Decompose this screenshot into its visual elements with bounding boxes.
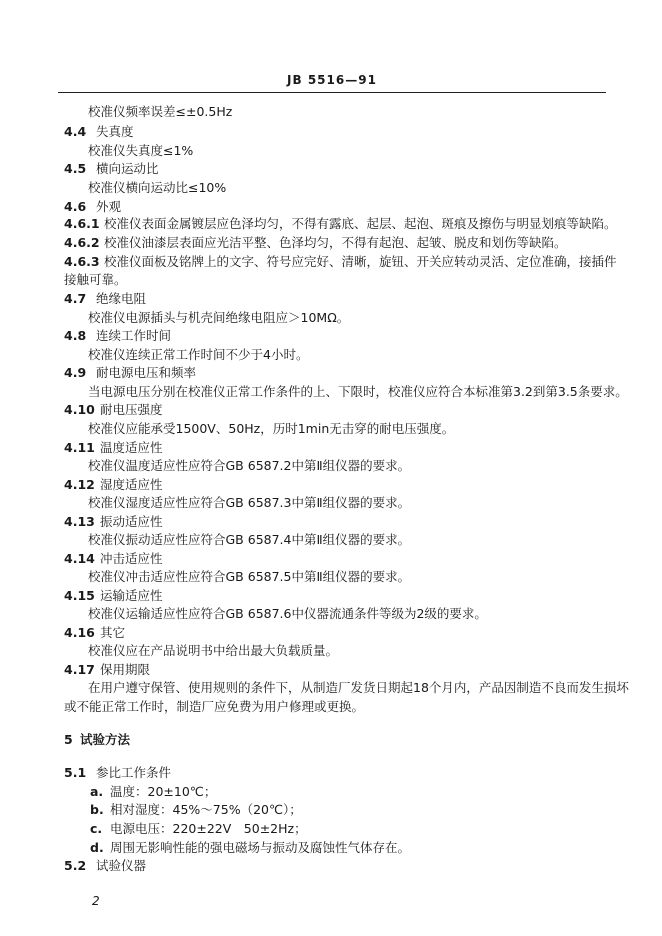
text-line <box>0 159 662 179</box>
text-line <box>0 838 662 858</box>
clause-text: 校准仪横向运动比≤10% <box>88 180 227 195</box>
clause-number: 4.7 <box>64 291 87 306</box>
text-line <box>0 512 662 532</box>
clause-text: 校准仪湿度适应性应符合GB 6587.3中第Ⅱ组仪器的要求。 <box>88 495 411 510</box>
text-line <box>0 382 662 402</box>
text-line <box>0 102 662 122</box>
clause-text: 校准仪振动适应性应符合GB 6587.4中第Ⅱ组仪器的要求。 <box>88 532 411 547</box>
clause-text: 校准仪面板及铭牌上的文字、符号应完好、清晰，旋钮、开关应转动灵活、定位准确，接插件 <box>104 254 617 269</box>
clause-text: 绝缘电阻 <box>96 291 147 306</box>
clause-number: 4.4 <box>64 124 87 139</box>
clause-number: c. <box>90 821 103 836</box>
text-line <box>0 623 662 643</box>
clause-number: b. <box>90 802 104 817</box>
text-line <box>0 800 662 820</box>
clause-text: 耐电压强度 <box>100 402 163 417</box>
clause-text: 冲击适应性 <box>100 551 163 566</box>
text-line <box>0 400 662 420</box>
text-line <box>0 252 662 272</box>
clause-number: 4.13 <box>64 514 95 529</box>
clause-number: 4.11 <box>64 440 95 455</box>
text-line <box>0 178 662 198</box>
clause-text: 耐电源电压和频率 <box>96 365 197 380</box>
clause-number: 4.6 <box>64 199 87 214</box>
text-line <box>0 270 662 290</box>
clause-text: 电源电压：220±22V 50±2Hz； <box>110 821 307 836</box>
text-line <box>0 419 662 439</box>
clause-text: 外观 <box>96 199 122 214</box>
clause-text: 校准仪运输适应性应符合GB 6587.6中仪器流通条件等级为2级的要求。 <box>88 606 487 621</box>
text-line <box>0 141 662 161</box>
text-line <box>0 567 662 587</box>
clause-number: 4.12 <box>64 477 95 492</box>
clause-number: d. <box>90 840 104 855</box>
text-line <box>0 214 662 234</box>
clause-text: 振动适应性 <box>100 514 163 529</box>
text-line <box>0 697 662 717</box>
clause-text: 校准仪表面金属镀层应色泽均匀，不得有露底、起层、起泡、斑痕及擦伤与明显划痕等缺陷。 <box>104 216 617 231</box>
clause-text: 参比工作条件 <box>96 765 172 780</box>
text-line <box>0 763 662 783</box>
text-line <box>0 678 662 698</box>
clause-text: 校准仪电源插头与机壳间绝缘电阻应＞10MΩ。 <box>88 310 350 325</box>
clause-text: 运输适应性 <box>100 588 163 603</box>
document-header-code: JB 5516—91 <box>287 73 377 87</box>
clause-number: 4.6.2 <box>64 235 100 250</box>
text-line <box>0 438 662 458</box>
text-line <box>0 233 662 253</box>
clause-text: 接触可靠。 <box>64 272 127 287</box>
text-line <box>0 819 662 839</box>
text-line <box>0 856 662 876</box>
text-line <box>0 782 662 802</box>
clause-number: 4.9 <box>64 365 87 380</box>
clause-text: 校准仪频率误差≤±0.5Hz <box>88 104 233 119</box>
clause-number: 4.6.3 <box>64 254 100 269</box>
clause-text: 校准仪冲击适应性应符合GB 6587.5中第Ⅱ组仪器的要求。 <box>88 569 411 584</box>
clause-text: 校准仪应能承受1500V、50Hz，历时1min无击穿的耐电压强度。 <box>88 421 455 436</box>
clause-number: 5.2 <box>64 858 87 873</box>
text-line <box>0 586 662 606</box>
clause-text: 保用期限 <box>100 662 151 677</box>
clause-number: 4.10 <box>64 402 95 417</box>
text-line <box>0 641 662 661</box>
clause-text: 或不能正常工作时，制造厂应免费为用户修理或更换。 <box>64 699 365 714</box>
clause-number: 4.15 <box>64 588 95 603</box>
header-rule <box>58 92 606 93</box>
page-number: 2 <box>92 894 100 908</box>
text-line <box>0 345 662 365</box>
clause-text: 校准仪油漆层表面应光洁平整、色泽均匀，不得有起泡、起皱、脱皮和划伤等缺陷。 <box>104 235 567 250</box>
clause-text: 其它 <box>100 625 126 640</box>
clause-text: 湿度适应性 <box>100 477 163 492</box>
clause-number: 5 <box>64 732 73 747</box>
clause-text: 当电源电压分别在校准仪正常工作条件的上、下限时，校准仪应符合本标准第3.2到第3.5条要求。 <box>88 384 628 399</box>
clause-text: 失真度 <box>96 124 134 139</box>
clause-text: 温度：20±10℃； <box>110 784 217 799</box>
clause-text: 相对湿度：45%～75%（20℃）； <box>110 802 302 817</box>
clause-text: 试验仪器 <box>96 858 147 873</box>
clause-number: 4.16 <box>64 625 95 640</box>
text-line <box>0 730 662 750</box>
clause-number: 4.5 <box>64 161 87 176</box>
clause-text: 横向运动比 <box>96 161 159 176</box>
clause-number: 4.17 <box>64 662 95 677</box>
clause-text: 校准仪连续正常工作时间不少于4小时。 <box>88 347 309 362</box>
text-line <box>0 326 662 346</box>
clause-text: 试验方法 <box>80 732 131 747</box>
text-line <box>0 363 662 383</box>
clause-text: 温度适应性 <box>100 440 163 455</box>
clause-text: 校准仪失真度≤1% <box>88 143 194 158</box>
clause-number: 4.8 <box>64 328 87 343</box>
text-line <box>0 493 662 513</box>
text-line <box>0 456 662 476</box>
text-line <box>0 530 662 550</box>
clause-text: 校准仪温度适应性应符合GB 6587.2中第Ⅱ组仪器的要求。 <box>88 458 411 473</box>
text-line <box>0 660 662 680</box>
clause-number: 5.1 <box>64 765 87 780</box>
clause-number: 4.14 <box>64 551 95 566</box>
clause-number: a. <box>90 784 104 799</box>
clause-text: 周围无影响性能的强电磁场与振动及腐蚀性气体存在。 <box>110 840 411 855</box>
clause-text: 校准仪应在产品说明书中给出最大负载质量。 <box>88 643 339 658</box>
clause-text: 在用户遵守保管、使用规则的条件下，从制造厂发货日期起18个月内，产品因制造不良而发生损坏 <box>88 680 629 695</box>
text-line <box>0 549 662 569</box>
text-line <box>0 475 662 495</box>
text-line <box>0 122 662 142</box>
clause-text: 连续工作时间 <box>96 328 172 343</box>
text-line <box>0 289 662 309</box>
clause-number: 4.6.1 <box>64 216 100 231</box>
text-line <box>0 604 662 624</box>
text-line <box>0 308 662 328</box>
